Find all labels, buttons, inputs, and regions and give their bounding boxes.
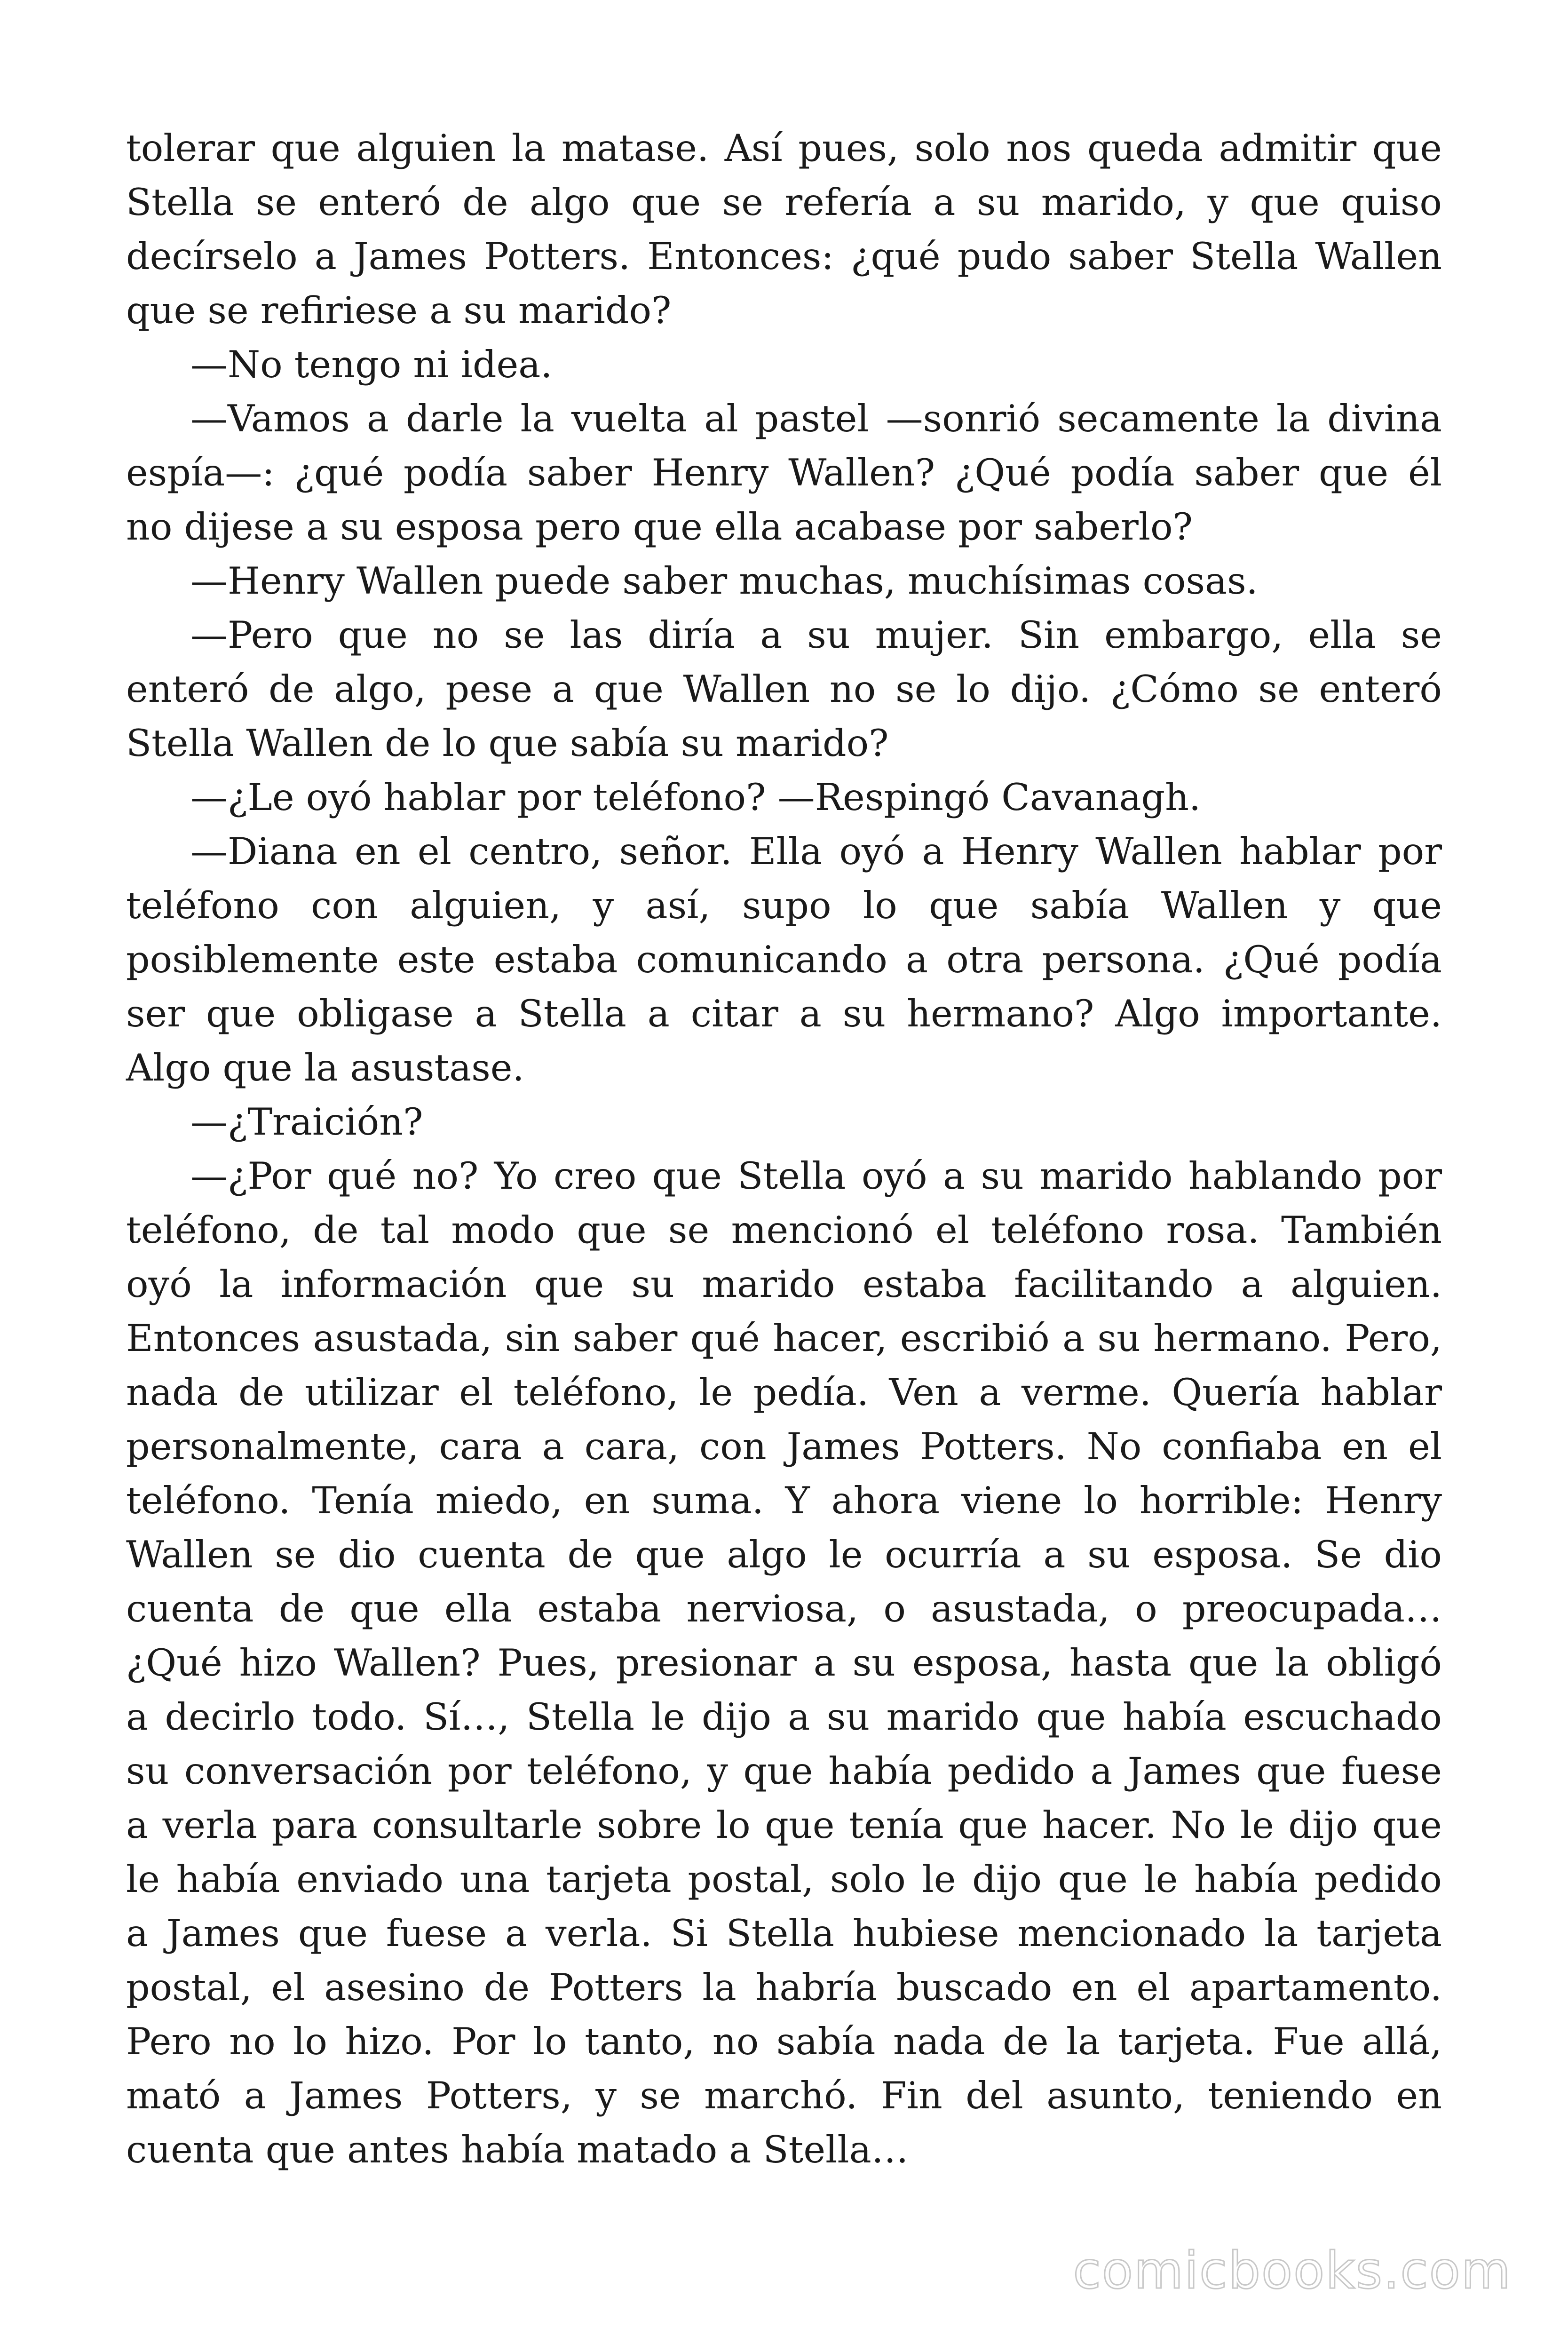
text-line: a James que fuese a verla. Si Stella hubiese mencionado la tarjeta — [126, 1912, 1442, 1955]
text-line: le había enviado una tarjeta postal, solo le dijo que le había pedido — [126, 1858, 1442, 1901]
text-line: cuenta que antes había matado a Stella… — [126, 2128, 909, 2171]
text-line: Wallen se dio cuenta de que algo le ocurría a su esposa. Se dio — [126, 1533, 1442, 1576]
text-line: a verla para consultarle sobre lo que tenía que hacer. No le dijo que — [126, 1804, 1442, 1847]
text-line: espía—: ¿qué podía saber Henry Wallen? ¿Qué podía saber que él — [126, 451, 1442, 494]
text-line: Stella se enteró de algo que se refería a su marido, y que quiso — [126, 181, 1442, 224]
text-line: ser que obligase a Stella a citar a su hermano? Algo importante. — [126, 992, 1442, 1035]
text-line: enteró de algo, pese a que Wallen no se lo dijo. ¿Cómo se enteró — [126, 667, 1442, 711]
text-line: tolerar que alguien la matase. Así pues, solo nos queda admitir que — [126, 127, 1442, 170]
text-line: teléfono. Tenía miedo, en suma. Y ahora viene lo horrible: Henry — [126, 1479, 1442, 1522]
text-line: personalmente, cara a cara, con James Potters. No confiaba en el — [126, 1425, 1442, 1468]
text-line: mató a James Potters, y se marchó. Fin del asunto, teniendo en — [126, 2074, 1442, 2117]
text-line: postal, el asesino de Potters la habría buscado en el apartamento. — [126, 1966, 1442, 2009]
text-line: oyó la información que su marido estaba facilitando a alguien. — [126, 1263, 1442, 1306]
watermark: comicbooks.com — [1073, 2241, 1512, 2300]
text-line: Entonces asustada, sin saber qué hacer, escribió a su hermano. Pero, — [126, 1317, 1442, 1360]
text-line: su conversación por teléfono, y que había pedido a James que fuese — [126, 1749, 1442, 1793]
text-line: —Vamos a darle la vuelta al pastel —sonrió secamente la divina — [190, 397, 1442, 440]
text-line: nada de utilizar el teléfono, le pedía. Ven a verme. Quería hablar — [126, 1371, 1442, 1414]
text-line: —Henry Wallen puede saber muchas, muchísimas cosas. — [190, 559, 1258, 603]
text-line: Pero no lo hizo. Por lo tanto, no sabía nada de la tarjeta. Fue allá, — [126, 2020, 1442, 2063]
text-line: —¿Traición? — [190, 1100, 423, 1144]
text-line: ¿Qué hizo Wallen? Pues, presionar a su esposa, hasta que la obligó — [126, 1641, 1442, 1685]
text-line: teléfono, de tal modo que se mencionó el teléfono rosa. También — [126, 1208, 1442, 1252]
text-line: —No tengo ni idea. — [190, 343, 553, 386]
text-line: —Diana en el centro, señor. Ella oyó a Henry Wallen hablar por — [190, 830, 1442, 873]
text-line: posiblemente este estaba comunicando a otra persona. ¿Qué podía — [126, 938, 1442, 981]
text-line: —Pero que no se las diría a su mujer. Sin embargo, ella se — [190, 613, 1442, 657]
text-line: no dijese a su esposa pero que ella acabase por saberlo? — [126, 505, 1193, 548]
text-line: que se refiriese a su marido? — [126, 289, 672, 332]
text-line: —¿Por qué no? Yo creo que Stella oyó a su marido hablando por — [190, 1154, 1442, 1198]
text-line: Stella Wallen de lo que sabía su marido? — [126, 722, 889, 765]
text-line: teléfono con alguien, y así, supo lo que sabía Wallen y que — [126, 884, 1442, 927]
text-line: cuenta de que ella estaba nerviosa, o asustada, o preocupada… — [126, 1587, 1442, 1630]
text-line: decírselo a James Potters. Entonces: ¿qué pudo saber Stella Wallen — [126, 235, 1442, 278]
body-text — [126, 121, 1442, 2177]
text-line: Algo que la asustase. — [126, 1046, 524, 1089]
text-line: a decirlo todo. Sí…, Stella le dijo a su marido que había escuchado — [126, 1695, 1442, 1739]
text-line: —¿Le oyó hablar por teléfono? —Respingó Cavanagh. — [190, 776, 1201, 819]
